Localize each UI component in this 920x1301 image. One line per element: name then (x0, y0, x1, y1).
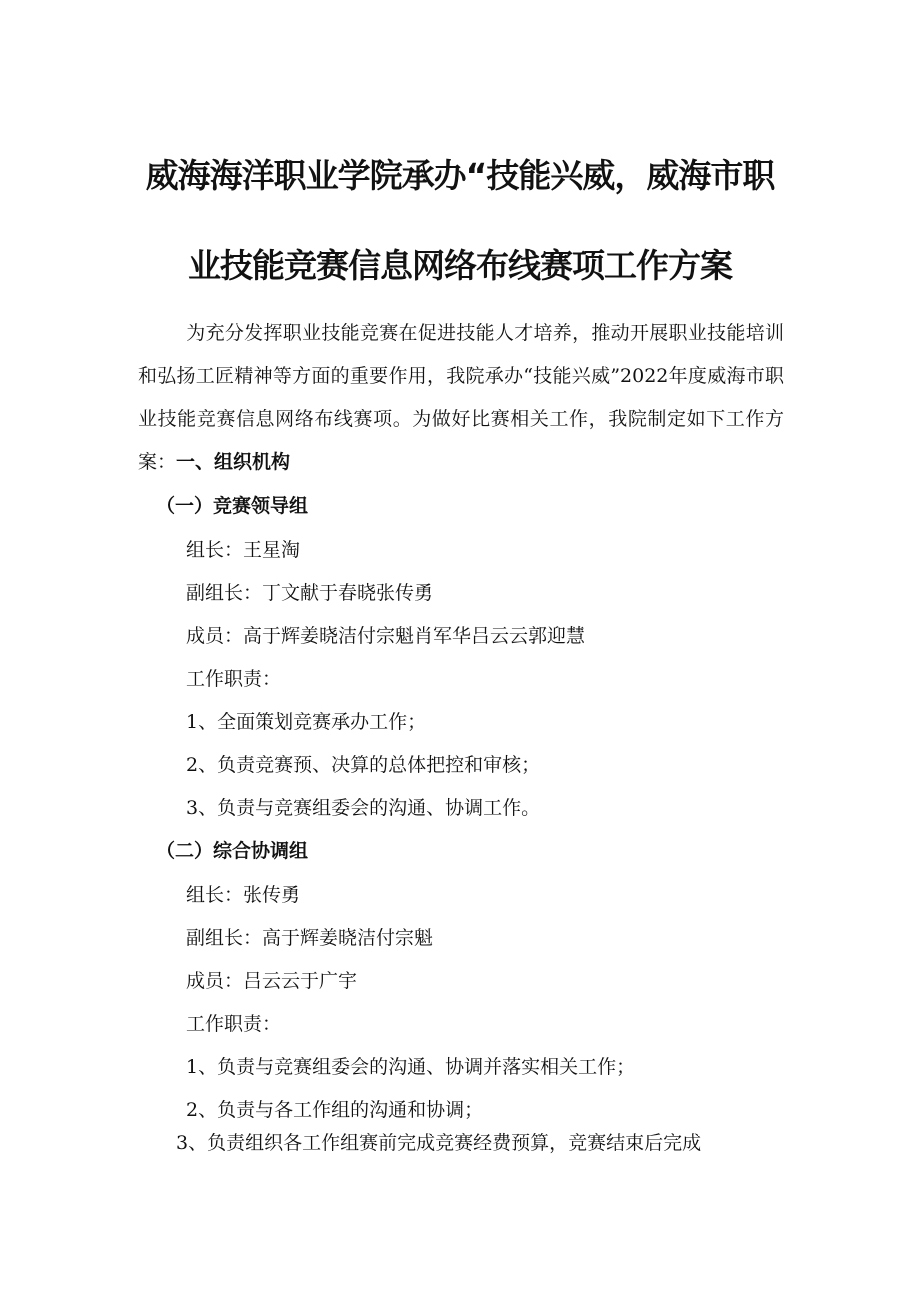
group-1-deputy: 副组长：丁文献于春晓张传勇 (186, 582, 434, 604)
section-1-heading: 一、组织机构 (176, 451, 291, 473)
group-2-duty-item: 1、负责与竞赛组委会的沟通、协调并落实相关工作； (186, 1056, 636, 1078)
group-2-members: 成员：吕云云于广宇 (186, 970, 358, 992)
group-1-duty-item: 2、负责竞赛预、决算的总体把控和审核； (186, 754, 541, 776)
document-title-line-2: 业技能竞赛信息网络布线赛项工作方案 (188, 246, 732, 285)
intro-text: 为充分发挥职业技能竞赛在促进技能人才培养，推动开展职业技能培训和弘扬工匠精神等方面的重要作用，我院承办“技能兴威”2022年度威海市职业技能竞赛信息网络布线赛项。为做好比赛相关工作，我院制定如下工作方案： (138, 322, 784, 473)
group-2-heading: （二）综合协调组 (156, 840, 309, 862)
document-title-line-1: 威海海洋职业学院承办“技能兴威，威海市职 (145, 156, 775, 195)
group-1-duty-item: 3、负责与竞赛组委会的沟通、协调工作。 (186, 797, 541, 819)
intro-paragraph (138, 312, 784, 484)
group-2-deputy: 副组长：高于辉姜晓洁付宗魁 (186, 927, 434, 949)
group-2-duties-label: 工作职责： (186, 1013, 282, 1035)
group-1-heading: （一）竞赛领导组 (156, 495, 309, 517)
group-2-leader: 组长：张传勇 (186, 884, 301, 906)
group-1-members: 成员：高于辉姜晓洁付宗魁肖军华吕云云郭迎慧 (186, 625, 586, 647)
group-1-duties-label: 工作职责： (186, 668, 282, 690)
group-1-leader: 组长：王星淘 (186, 539, 301, 561)
group-2-duty-item: 2、负责与各工作组的沟通和协调； (186, 1099, 484, 1121)
group-1-duty-item: 1、全面策划竞赛承办工作； (186, 711, 427, 733)
group-2-duty-item: 3、负责组织各工作组赛前完成竞赛经费预算，竞赛结束后完成 (176, 1132, 702, 1154)
